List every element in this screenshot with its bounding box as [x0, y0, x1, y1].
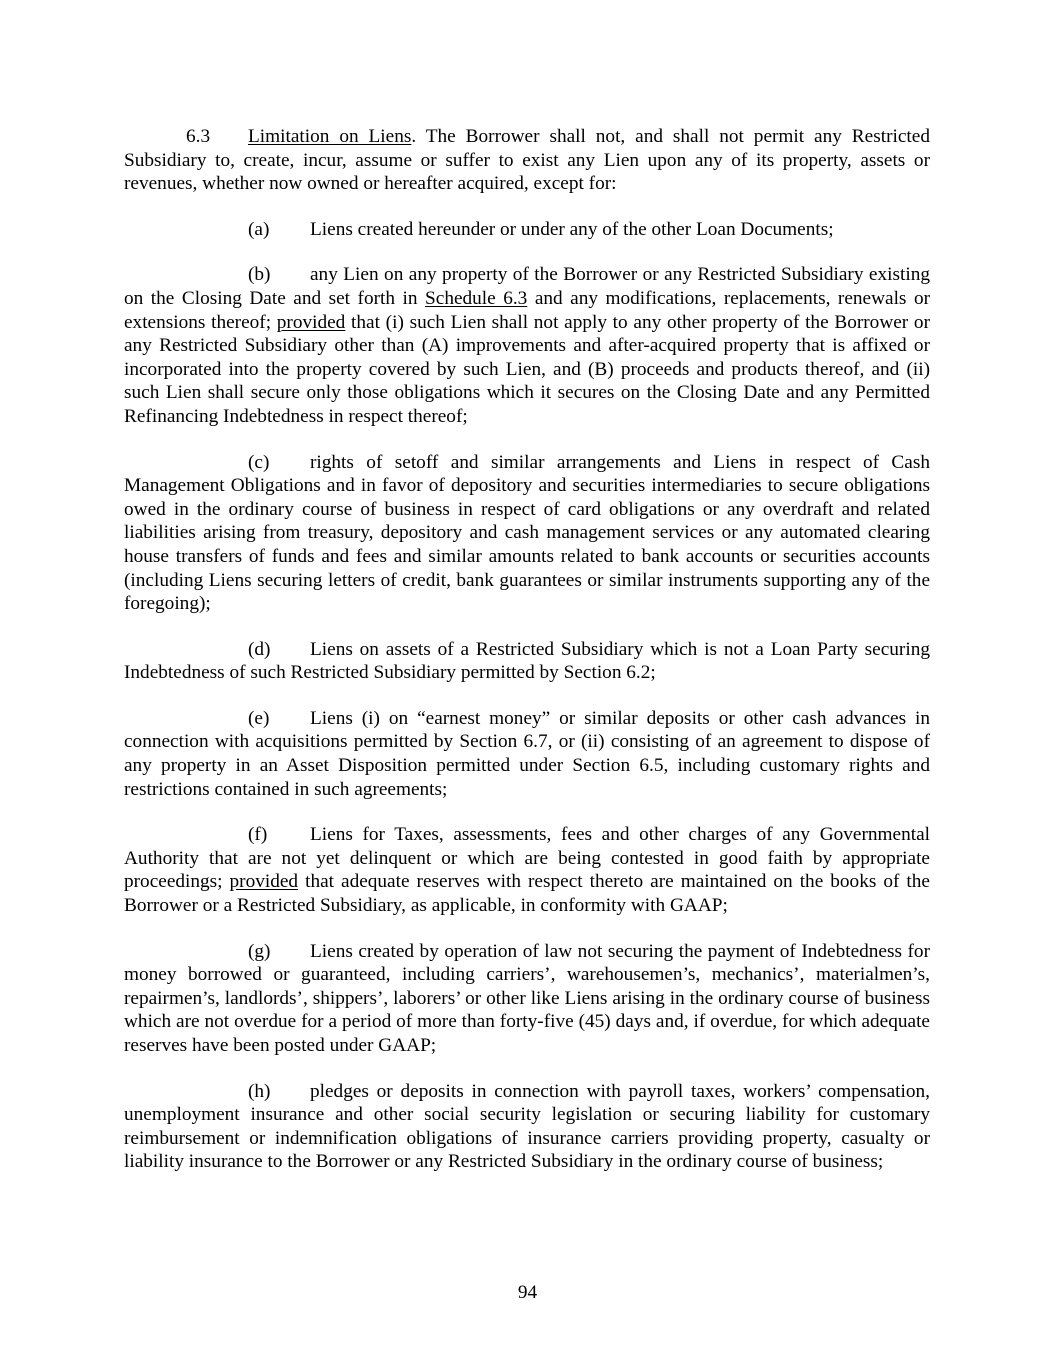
section-paragraph: [124, 125, 930, 196]
item-label: (g): [248, 940, 271, 962]
section-text: . The Borrower shall not, and shall not permit any Restricted Subsidiary to, create, incur, assume or suffer to exist any Lien upon any of its property, assets or revenues, whether now owned or hereafter acquired, except for:: [124, 126, 930, 195]
proviso-term: provided: [229, 871, 299, 893]
list-item-d: [124, 638, 930, 685]
item-text: Liens created hereunder or under any of the other Loan Documents;: [310, 218, 834, 240]
item-label: (d): [248, 638, 271, 660]
item-text: Liens on assets of a Restricted Subsidiary which is not a Loan Party securing Indebtedness of such Restricted Subsidiary permitted by Section 6.2;: [124, 638, 930, 684]
list-item-b: [124, 263, 930, 428]
item-text: Liens for Taxes, assessments, fees and other charges of any Governmental Authority that are not yet delinquent or which are being contested in good faith by appropriate proceedings;: [124, 824, 930, 893]
document-body: [124, 125, 930, 1196]
item-text: rights of setoff and similar arrangements and Liens in respect of Cash Management Obligations and in favor of depository and securities intermediaries to secure obligations owed in the ordinary course of business in respect of card obligations or any overdraft and related liabilities arising from treasury, depository and cash management services or any automated clearing house transfers of funds and fees and similar amounts related to bank accounts or securities accounts (including Liens securing letters of credit, bank guarantees or similar instruments supporting any of the foregoing);: [124, 451, 930, 615]
item-text: any Lien on any property of the Borrower or any Restricted Subsidiary existing on the Closing Date and set forth in: [124, 264, 930, 309]
item-text: pledges or deposits in connection with payroll taxes, workers’ compensation, unemployment insurance and other social security legislation or securing liability for customary reimbursement or indemnification obligations of insurance carriers providing property, casualty or liability insurance to the Borrower or any Restricted Subsidiary in the ordinary course of business;: [124, 1080, 930, 1173]
item-text: Liens created by operation of law not securing the payment of Indebtedness for money borrowed or guaranteed, including carriers’, warehousemen’s, mechanics’, materialmen’s, repairmen’s, landlords’, shippers’, laborers’ or other like Liens arising in the ordinary course of business which are not overdue for a period of more than forty-five (45) days and, if overdue, for which adequate reserves have been posted under GAAP;: [124, 940, 930, 1056]
list-item-e: [124, 707, 930, 801]
item-label: (f): [248, 824, 268, 846]
proviso-term: provided: [276, 311, 346, 333]
item-label: (e): [248, 707, 270, 729]
item-text: Liens (i) on “earnest money” or similar deposits or other cash advances in connection with acquisitions permitted by Section 6.7, or (ii) consisting of an agreement to dispose of any property in an Asset Disposition permitted under Section 6.5, including customary rights and restrictions contained in such agreements;: [124, 707, 930, 800]
page-number: 94: [517, 1282, 538, 1303]
item-text: that adequate reserves with respect thereto are maintained on the books of the Borrower or a Restricted Subsidiary, as applicable, in conformity with GAAP;: [124, 871, 930, 917]
item-label: (h): [248, 1080, 271, 1102]
item-text: that (i) such Lien shall not apply to any other property of the Borrower or any Restricted Subsidiary other than (A) improvements and after-acquired property that is affixed or incorporated into the property covered by such Lien, and (B) proceeds and products thereof, and (ii) such Lien shall secure only those obligations which it secures on the Closing Date and any Permitted Refinancing Indebtedness in respect thereof;: [124, 311, 930, 427]
item-text: and any modifications, replacements, renewals or extensions thereof;: [124, 287, 931, 333]
item-label: (b): [248, 264, 271, 286]
list-item-c: [124, 451, 930, 616]
section-number: 6.3: [186, 126, 211, 147]
list-item-g: [124, 940, 930, 1058]
list-item-h: [124, 1080, 930, 1174]
list-item-a: [124, 218, 930, 242]
list-item-f: [124, 823, 930, 917]
schedule-reference: Schedule 6.3: [425, 287, 528, 309]
item-label: (c): [248, 451, 270, 473]
section-title: Limitation on Liens: [248, 126, 412, 147]
item-label: (a): [248, 218, 270, 240]
